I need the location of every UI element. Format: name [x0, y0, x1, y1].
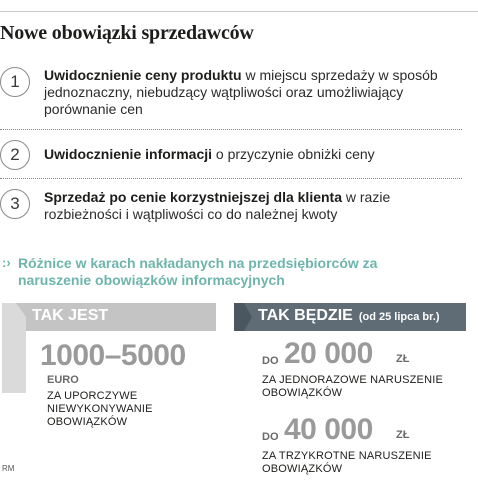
item-description: o przyczynie obniżki ceny — [212, 146, 375, 162]
future-amount: 40 000 — [284, 413, 373, 446]
current-amount: 1000–5000 — [40, 339, 186, 372]
future-amount: 20 000 — [284, 337, 373, 370]
panel-current-header: TAK JEST — [32, 307, 109, 324]
future-unit: ZŁ — [396, 429, 410, 441]
future-description: ZA TRZYKROTNE NARUSZENIE OBOWIĄZKÓW — [262, 450, 432, 475]
item-description: w razie rozbieżności i wątpliwości co do należnej kwoty — [44, 189, 391, 222]
panel-arrow-icon — [2, 303, 26, 393]
top-rule — [0, 11, 478, 12]
future-unit: ZŁ — [396, 353, 410, 365]
future-prefix: DO — [262, 355, 279, 367]
panel-current — [2, 303, 216, 331]
item-text — [44, 146, 454, 163]
current-currency: EURO — [47, 374, 79, 386]
future-description: ZA JEDNORAZOWE NARUSZENIE OBOWIĄZKÓW — [262, 374, 444, 399]
item-title: Sprzedaż po cenie korzystniejszej dla klienta — [44, 189, 342, 205]
panel-future — [234, 303, 466, 331]
future-prefix: DO — [262, 431, 279, 443]
list-item — [0, 63, 470, 119]
item-text — [44, 67, 454, 118]
footer-credit: RM — [2, 464, 15, 473]
item-description: w miejscu sprzedaży w sposób jednoznaczny, niebudzący wątpliwości oraz umożliwiający porównanie cen — [44, 67, 438, 117]
item-text — [44, 189, 454, 223]
current-description: ZA UPORCZYWE NIEWYKONYWANIE OBOWIĄZKÓW — [47, 390, 153, 428]
dotted-divider — [0, 129, 462, 130]
number-badge: 2 — [0, 140, 30, 170]
page-title: Nowe obowiązki sprzedawców — [0, 22, 254, 44]
dotted-divider — [0, 178, 462, 179]
panel-future-title: TAK BĘDZIE — [258, 307, 353, 324]
number-badge: 1 — [0, 67, 30, 97]
number-badge: 3 — [0, 189, 30, 219]
list-item — [0, 187, 470, 227]
panel-future-note: (od 25 lipca br.) — [358, 311, 440, 323]
panel-arrow-icon — [234, 303, 252, 331]
list-item — [0, 140, 470, 170]
item-title: Uwidocznienie ceny produktu — [44, 67, 242, 83]
section-marker-icon: :› — [2, 255, 11, 270]
item-title: Uwidocznienie informacji — [44, 146, 213, 162]
panel-future-header — [258, 307, 440, 325]
section-subtitle: Różnice w karach nakładanych na przedsiębiorców za naruszenie obowiązków informacyjnych — [18, 255, 378, 288]
